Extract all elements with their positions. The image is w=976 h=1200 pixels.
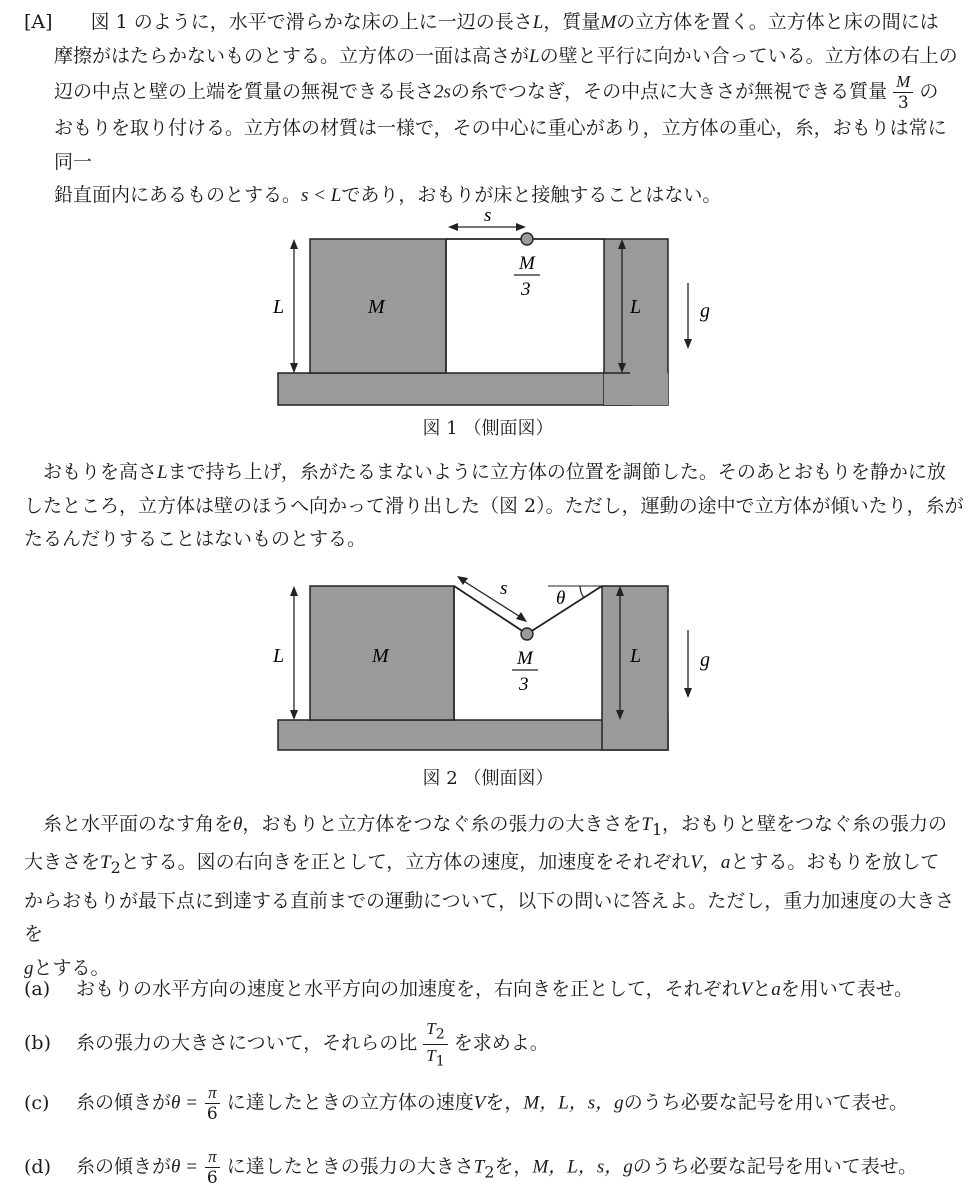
label-s: s [500,578,508,599]
label-g: g [700,649,710,671]
label-L-left: L [273,645,285,667]
middle-paragraph: おもりを高さLまで持ち上げ，糸がたるまないように立方体の位置を調節した。そのあとおもりを静かに放 したところ，立方体は壁のほうへ向かって滑り出した（図 2）。ただし，運動の途中で立方体が傾いたり，糸が たるんだりすることはないものとする。 [24,461,964,550]
question-a: (a) おもりの水平方向の速度と水平方向の加速度を，右向きを正として，それぞれVとaを用いて表せ。 [24,978,914,1000]
label-mass-num: M [519,253,535,274]
question-b: (b) 糸の張力の大きさについて，それらの比 $\frac{T_2}{T_1}$ を求めよ。 [24,1019,549,1069]
figure-2 [0,570,976,760]
label-M-cube: M [368,296,385,318]
question-c: (c) 糸の傾きがθ = $\frac{\pi}{6}$ に達したときの立方体の速度Vを，M，L，s，gのうち必要な記号を用いて表せ。 [24,1083,909,1124]
label-g: g [700,300,710,322]
label-mass-den: 3 [519,674,529,695]
figure-1 [0,205,976,405]
weight [521,233,533,245]
figure-2-caption: 図 2 （側面図） [422,768,554,789]
label-L-right: L [630,645,642,667]
label-theta: θ [556,588,566,609]
figure-1-caption: 図 1 （側面図） [422,418,554,439]
tension-ratio: $\frac{T_2}{T_1}$ [423,1020,447,1068]
definitions-paragraph: 糸と水平面のなす角をθ，おもりと立方体をつなぐ糸の張力の大きさを$T_1$，おもりと壁をつなぐ糸の張力の 大きさを$T_2$とする。図の右向きを正として，立方体の速度，加速度をそれぞれV，aとする。おもりを放して からおもりが最下点に到達する直前までの運動について，以下の問いに答えよ。ただし，重力加速度の大きさを gとする。 [24,813,955,979]
string-left [454,586,527,634]
weight [521,628,533,640]
question-d: (d) 糸の傾きがθ = $\frac{\pi}{6}$ に達したときの張力の大きさ$T_2$を，M，L，s，gのうち必要な記号を用いて表せ。 [24,1147,918,1188]
label-L-left: L [273,296,285,318]
floor [278,373,630,405]
label-L-right: L [630,296,642,318]
label-s: s [484,205,492,226]
label-mass-den: 3 [521,279,531,300]
intro-paragraph: [A] 図 1 のように，水平で滑らかな床の上に一辺の長さL，質量Mの立方体を置く。立方体と床の間には 摩擦がはたらかないものとする。立方体の一面は高さがLの壁と平行に向かい合っている。立方体の右上の 辺の中点と壁の上端を質量の無視できる長さ2sの糸でつなぎ，その中点に大きさが無視できる質量 $\frac{M}{3}$ の おもりを取り付ける。立方体の材質は一様で，その中心に重心があり，立方体の重心，糸，おもりは常に同一 鉛直面内にあるものとする。s < Lであり，おもりが床と接触することはない。 [24,11,958,206]
mass-fraction: $\frac{M}{3}$ [893,73,913,112]
label-M-cube: M [372,645,389,667]
label-mass-num: M [517,648,533,669]
